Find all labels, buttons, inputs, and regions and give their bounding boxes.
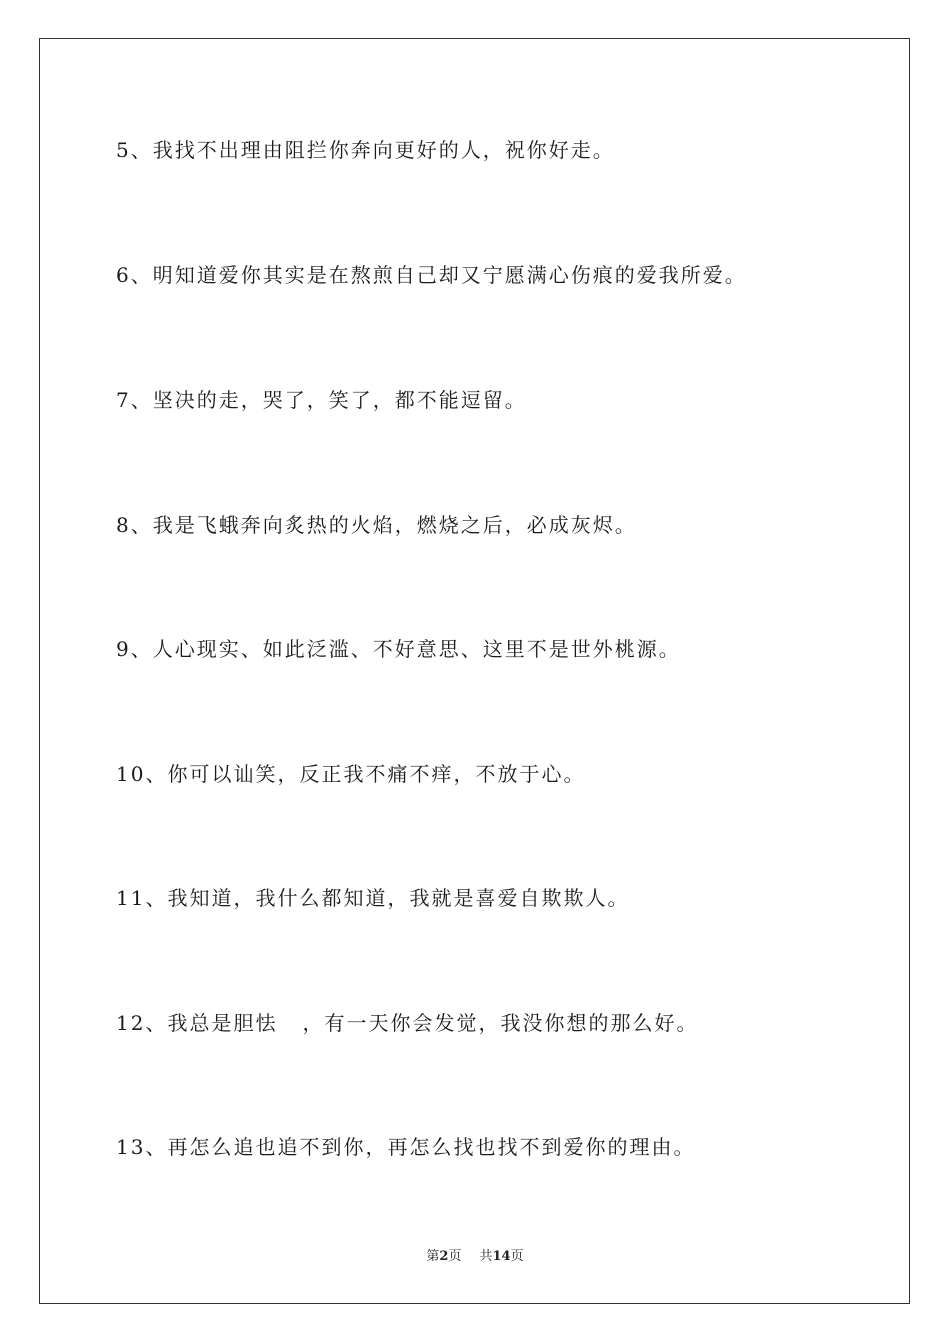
total-prefix: 共 [479, 1249, 493, 1264]
text-line-13: 13、再怎么追也追不到你，再怎么找也找不到爱你的理由。 [116, 1135, 696, 1159]
page-footer [0, 1249, 950, 1265]
total-pages-number: 14 [492, 1249, 511, 1264]
text-line-9: 9、人心现实、如此泛滥、不好意思、这里不是世外桃源。 [116, 637, 681, 661]
text-line-8: 8、我是飞蛾奔向炙热的火焰，燃烧之后，必成灰烬。 [116, 513, 637, 537]
current-page-number: 2 [439, 1249, 449, 1264]
text-line-10: 10、你可以讪笑，反正我不痛不痒，不放于心。 [116, 762, 586, 786]
text-line-11: 11、我知道，我什么都知道，我就是喜爱自欺欺人。 [116, 886, 630, 910]
page-prefix: 第 [426, 1249, 440, 1264]
text-line-7: 7、坚决的走，哭了，笑了，都不能逗留。 [116, 388, 527, 412]
text-line-12: 12、我总是胆怯 ，有一天你会发觉，我没你想的那么好。 [116, 1011, 699, 1035]
text-line-5: 5、我找不出理由阻拦你奔向更好的人，祝你好走。 [116, 138, 615, 162]
page-suffix: 页 [448, 1249, 462, 1264]
page-border [39, 38, 910, 1304]
total-suffix: 页 [510, 1249, 524, 1264]
text-line-6: 6、明知道爱你其实是在熬煎自己却又宁愿满心伤痕的爱我所爱。 [116, 263, 747, 287]
